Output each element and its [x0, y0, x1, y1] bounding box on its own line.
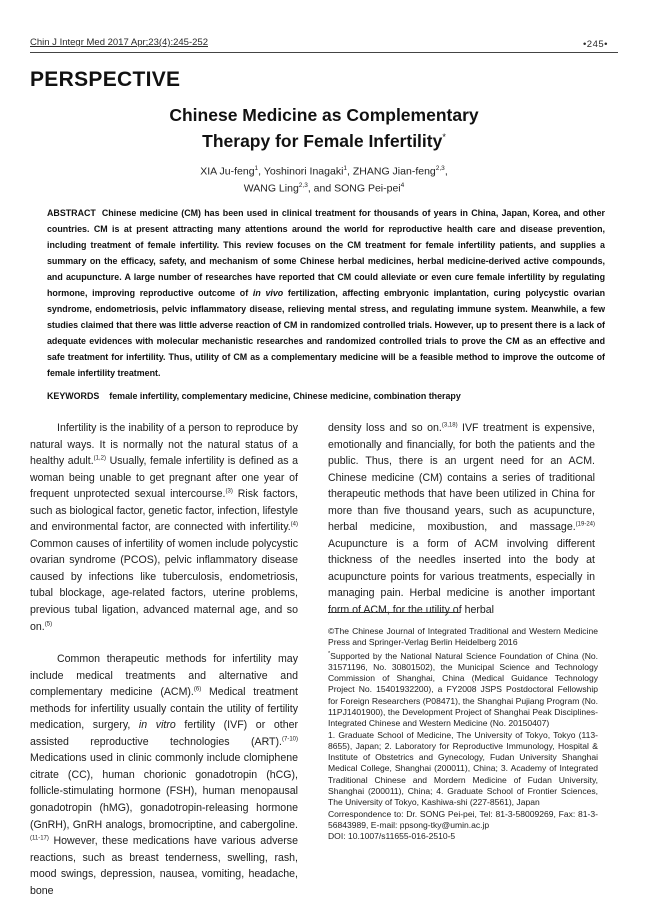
author-name: SONG Pei-pei: [334, 182, 401, 194]
body-text: However, these medications have various adverse reactions, such as breast tenderness, swelling, rash, mood swings, depression, nausea, vomiting, headache, bone: [30, 835, 298, 897]
author-name: Yoshinori Inagaki: [263, 165, 344, 178]
body-text: Risk factors, such as biological factor, genetic factor, infection, lifestyle and environmental factor, are connected with infertility.: [30, 488, 298, 534]
keywords-block: [47, 391, 605, 401]
body-paragraph: [30, 420, 298, 635]
body-text: Usually, female infertility is defined as a woman being unable to get pregnant after one year of frequent unprotected sexual intercourse.: [30, 455, 298, 501]
citation-ref: (4): [290, 521, 298, 528]
citation-ref: (1,2): [93, 455, 106, 462]
author-name: WANG Ling: [243, 182, 299, 194]
citation-ref: (3,18): [441, 422, 458, 429]
funding-text: Supported by the National Natural Science Foundation of China (No. 31571196, No. 30801502), the Municipal Science and Technology Commission of Shanghai, China (Medical Guidance Technology Project No. 15401932200), a FY2008 JSPS Postdoctoral Fellowship for Foreign Researchers (P08471), the Shanghai Pujiang Program (No. 11PJ1401900), the Development Project of Shanghai Peak Disciplines-Integrated Chinese and Western Medicine (No. 20150407): [328, 650, 598, 729]
abstract-text-1: Chinese medicine (CM) has been used in clinical treatment for thousands of years in China, Japan, Korea, and other countries. CM is at present attracting many attentions around the world for reproductive health care and disease prevention, including treatment of female infertility. This review focuses on the CM treatment for female infertility patients, and supplies a summary on the efficacy, safety, and mechanism of some Chinese herbal medicines, herbal medicine-derived active compounds, and acupuncture. A large number of researches have reported that CM could alleviate or even cure female infertility by regulating hormone, improving reproductive outcome of: [47, 208, 605, 298]
body-text: Acupuncture is a form of ACM involving different thickness of the needles inserted into the body at acupuncture points for various treatments, especially in managing pain. Herbal medicine is another important form of ACM, for the utility of herbal: [328, 537, 595, 617]
title-footnote-mark: *: [442, 132, 446, 142]
affiliations-note: 1. Graduate School of Medicine, The University of Tokyo, Tokyo (113-8655), Japan; 2. Laboratory for Reproductive Immunology, Hospital & Institute of Obstetrics and Gynecology, Fudan University Shanghai Medical College, Shanghai (200011), China; 3. Academy of Integrated Traditional Chinese and Mordern Medicine of Fudan University, Shanghai (200011), China; 4. Graduate School of Frontier Sciences, The University of Tokyo, Kashiwa-shi (227-8561), Japan: [328, 729, 598, 808]
body-italic: in vitro: [138, 719, 176, 732]
author-affil: 2,3: [435, 165, 445, 172]
body-paragraph: [328, 420, 595, 619]
body-text: Medical treatment methods for infertility usually contain the utility of fertility medication, surgery,: [30, 686, 298, 732]
citation-ref: (7-10): [281, 736, 298, 743]
title-line-1: Chinese Medicine as Complementary: [169, 105, 479, 125]
body-text: Common therapeutic methods for infertility may include medical treatments and alternative and complementary medicine (ACM).: [30, 653, 298, 699]
article-title: [60, 104, 588, 152]
footnotes-block: [328, 626, 598, 842]
copyright-note: ©The Chinese Journal of Integrated Traditional and Western Medicine Press and Springer-Verlag Berlin Heidelberg 2016: [328, 626, 598, 648]
author-affil: 4: [400, 181, 405, 189]
abstract-block: [47, 206, 605, 381]
doi-note[interactable]: DOI: 10.1007/s11655-016-2510-5: [328, 831, 456, 842]
header-rule: [30, 52, 618, 53]
citation-ref: (3): [225, 488, 233, 495]
keywords-text: female infertility, complementary medicine, Chinese medicine, combination therapy: [109, 391, 461, 401]
journal-citation[interactable]: Chin J Integr Med 2017 Apr;23(4):245-252: [30, 37, 208, 48]
body-text: Medications used in clinic commonly include clomiphene citrate (CC), human chorionic gonadotropin (hCG), follicle-stimulating hormone (FSH), human menopausal gonadotropin (hMG), gonadotropin-releasing hormone (GnRH), GnRH analogs, bromocriptine, and cabergoline.: [30, 752, 298, 831]
citation-ref: (6): [193, 686, 202, 693]
abstract-invivo: in vivo: [252, 287, 284, 298]
citation-ref: (11-17): [30, 835, 49, 842]
correspondence-note[interactable]: Correspondence to: Dr. SONG Pei-pei, Tel: 81-3-58009269, Fax: 81-3-56843989, E-mail: ppsong-tky@umin.ac.jp: [328, 808, 598, 830]
page-number: •245•: [582, 39, 608, 50]
body-paragraph: [30, 651, 298, 899]
funding-note: [328, 649, 598, 730]
title-line-2: [60, 126, 588, 152]
body-column-right: [328, 420, 595, 619]
keywords-label: KEYWORDS: [47, 391, 100, 401]
citation-ref: (5): [44, 621, 53, 628]
section-label: PERSPECTIVE: [30, 68, 181, 91]
body-text: Infertility is the inability of a person to reproduce by natural ways. It is normally not the natural status of a healthy adult.: [30, 422, 298, 468]
body-text: fertility (IVF) or other assisted reproductive technologies (ART).: [30, 719, 299, 748]
citation-ref: (19-24): [575, 521, 595, 528]
funding-mark: *: [328, 650, 331, 657]
author-affil: 1: [343, 165, 348, 172]
author-affil: 2,3: [298, 181, 308, 189]
body-column-left: [30, 420, 298, 899]
author-name: XIA Ju-feng: [200, 165, 255, 178]
footnote-rule: [328, 612, 460, 613]
body-text: density loss and so on.: [328, 422, 442, 434]
abstract-text-2: fertilization, affecting embryonic implantation, curing polycystic ovarian syndrome, endometriosis, pelvic inflammatory disease, relieving mental stress, and regulating immune system. Meanwhile, a few studies claimed that there was little adverse reaction of CM in randomized controlled trials. However, up to present there is a lack of adequate evidences with molecular mechanistic researches and randomized controlled trials to prove the CM as an effective and safe treatment for infertility. Thus, utility of CM as a complementary medicine will be a feasible method to improve the outcome of female infertility treatment.: [47, 287, 605, 378]
title-line-2-text: Therapy for Female Infertility: [202, 130, 443, 151]
author-name: ZHANG Jian-feng: [352, 165, 436, 178]
author-list: [60, 162, 588, 195]
body-text: Common causes of infertility of women include polycystic ovarian syndrome (PCOS), pelvic inflammatory disease caused by infections like tuberculosis, endometriosis, tubal blockage, age-related factors, uterine problems, previous tubal ligation, advanced maternal age, and so on.: [30, 537, 298, 633]
body-text: IVF treatment is expensive, emotionally and financially, for both the patients and the public. Thus, there is an urgent need for an ACM. Chinese medicine (CM) contains a series of traditional therapeutic methods that have been utilized in China for more than five thousand years, such as acupuncture, herbal medicine, moxibustion, and massage.: [328, 422, 595, 534]
author-line-1: XIA Ju-feng$^1$, Yoshinori Inagaki$^1$, ZHANG Jian-feng$^{2,3}$,: [200, 165, 448, 178]
author-affil: 1: [254, 165, 259, 172]
author-line-2: WANG Ling$^{2,3}$, and SONG Pei-pei$^4$: [243, 181, 405, 194]
abstract-label: ABSTRACT: [47, 208, 96, 218]
